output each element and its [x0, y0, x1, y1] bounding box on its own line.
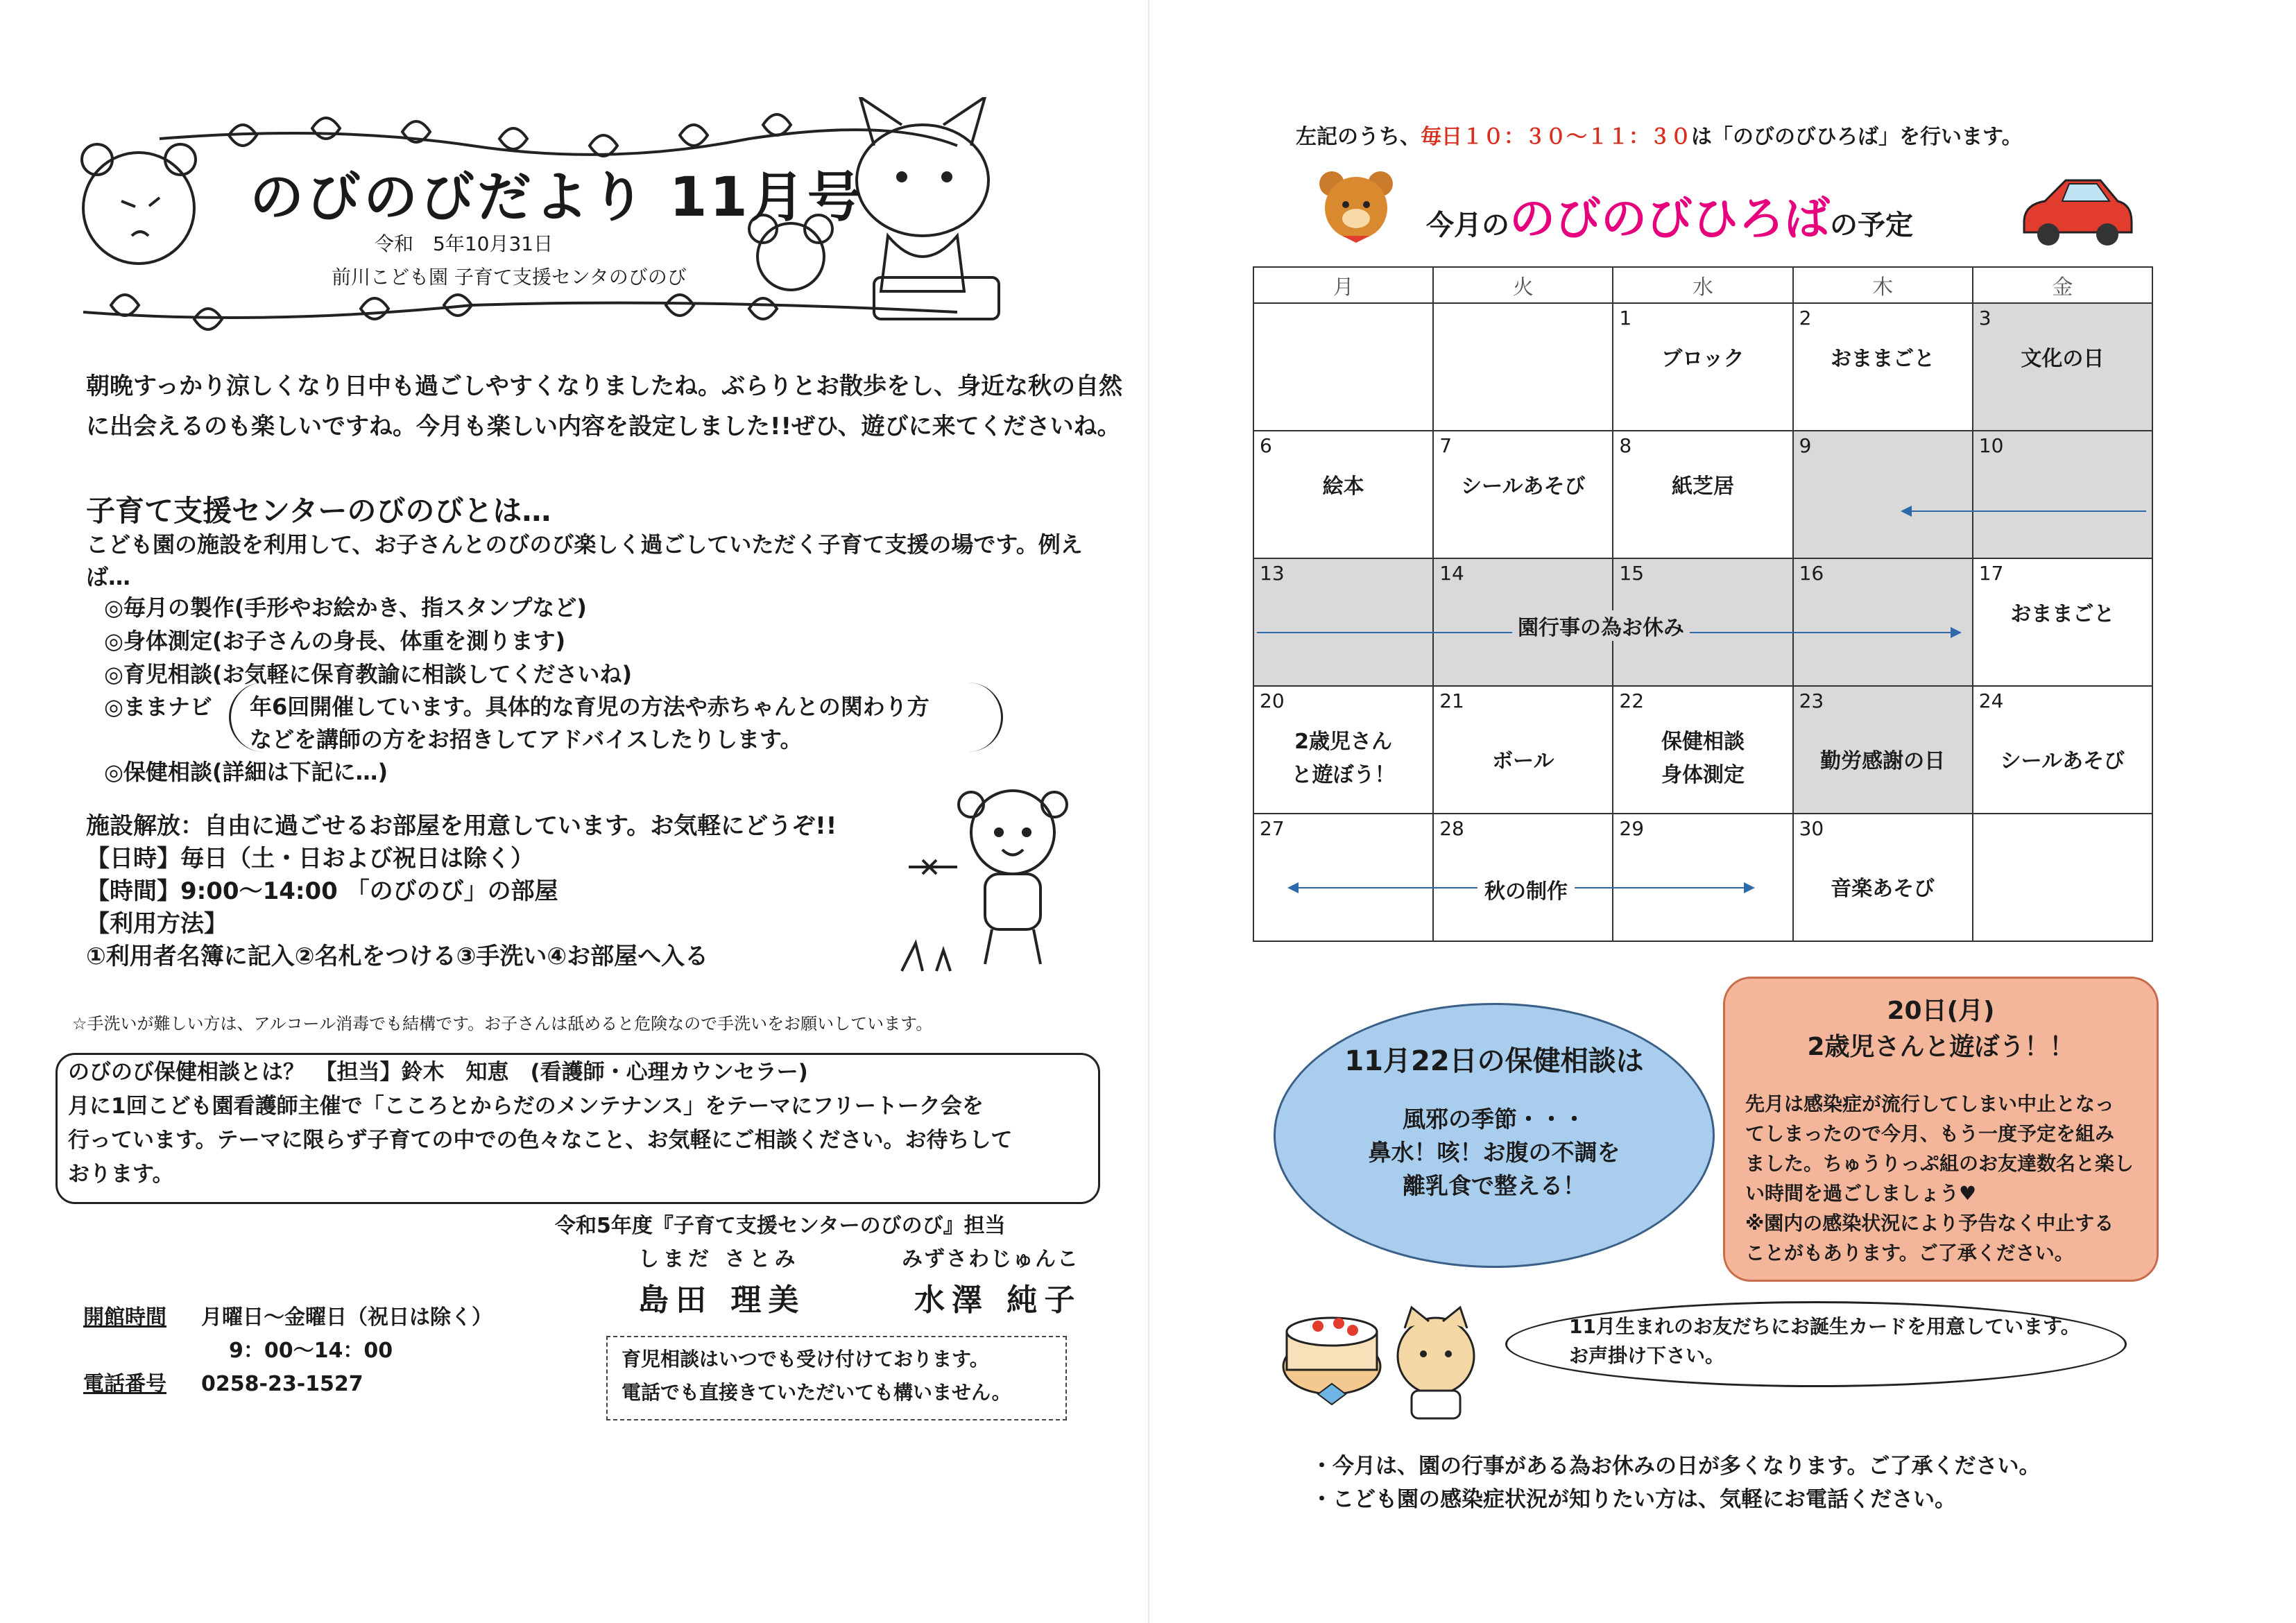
- facility-line: 【利用方法】: [86, 910, 228, 938]
- calendar-day: [1793, 303, 1973, 431]
- calendar-day: [1433, 431, 1613, 558]
- calendar-day: [1793, 814, 1973, 941]
- plaza-note-text: は「のびのびひろば」を行います。: [1691, 125, 2023, 149]
- list-item: ◎身体測定(お子さんの身長、体重を測ります): [104, 628, 566, 654]
- arrow-head-left: [1287, 882, 1299, 893]
- birthday-text: [1569, 1312, 2080, 1371]
- day-number: 1: [1619, 307, 1632, 329]
- two-year-old-heading: 2歳児さんと遊ぼう！！: [1807, 1033, 2075, 1061]
- plaza-note-time: 毎日１０：３０～１１：３０: [1421, 125, 1691, 149]
- ikuji-line: 電話でも直接きていただいても構いません。: [622, 1381, 1011, 1404]
- weekday-header: 木: [1793, 267, 1973, 303]
- health-consult-line: 離乳食で整える！: [1403, 1172, 1586, 1199]
- calendar-day: [1253, 431, 1433, 558]
- two-year-old-line: ました。ちゅうりっぷ組のお友達数名と楽し: [1745, 1152, 2134, 1175]
- day-event: 勤労感謝の日: [1820, 749, 1946, 773]
- ikuji-line: 育児相談はいつでも受け付けております。: [622, 1348, 989, 1371]
- birthday-cake-icon: [1276, 1290, 1498, 1422]
- day-number: 23: [1799, 689, 1824, 712]
- calendar-day: [1973, 686, 2152, 814]
- publisher-name: 前川こども園 子育て支援センタのびのび: [332, 266, 687, 289]
- two-year-old-title: [1723, 993, 2159, 1065]
- hours-value: 月曜日～金曜日（祝日は除く）: [201, 1305, 492, 1330]
- mamanavi-line: などを講師の方をお招きしてアドバイスしたりします。: [250, 726, 803, 753]
- list-item: ◎保健相談(詳細は下記に…): [104, 759, 388, 785]
- calendar-day: [1973, 303, 2152, 431]
- page-fold: [1148, 0, 1149, 1623]
- tel-value: 0258-23-1527: [201, 1372, 363, 1396]
- facility-line: 【時間】9:00～14:00 「のびのび」の部屋: [86, 877, 558, 905]
- fox-icon: [857, 125, 988, 236]
- newsletter-title: のびのびだより 11月号: [250, 166, 864, 229]
- day-event: ブロック: [1661, 347, 1745, 371]
- day-event: 紙芝居: [1671, 474, 1734, 499]
- calendar-day: [1253, 558, 1433, 686]
- consult-line: 行っています。テーマに限らず子育ての中での色々なこと、お気軽にご相談ください。お待ちして: [68, 1128, 1013, 1153]
- bear-icon: [1311, 166, 1401, 250]
- tel-label: 電話番号: [83, 1372, 166, 1396]
- mamanavi-label: ◎ままナビ: [104, 694, 212, 720]
- mouse-icon: [757, 223, 824, 290]
- arrow-head-right: [1744, 882, 1755, 893]
- day-number: 10: [1978, 434, 2004, 457]
- day-number: 7: [1439, 434, 1453, 457]
- dragonfly-icon: [909, 860, 957, 874]
- calendar-week-row: [1253, 814, 2152, 941]
- calendar-day: [1793, 686, 1973, 814]
- plaza-calendar: [1253, 266, 2153, 942]
- list-item: ◎毎月の製作(手形やお絵かき、指スタンプなど): [104, 594, 587, 621]
- day-event: 文化の日: [2021, 347, 2105, 371]
- calendar-day: [1973, 431, 2152, 558]
- day-number: 2: [1799, 307, 1812, 329]
- weekday-header: 火: [1433, 267, 1613, 303]
- weekday-header: 水: [1613, 267, 1792, 303]
- calendar-day: [1433, 303, 1613, 431]
- plaza-note-text: 左記のうち、: [1296, 125, 1421, 149]
- day-event: シールあそび: [1461, 474, 1586, 499]
- day-number: 20: [1260, 689, 1285, 712]
- plaza-title: [1426, 182, 1913, 248]
- consult-line: のびのび保健相談とは？ 【担当】鈴木 知恵 (看護師・心理カウンセラー): [68, 1060, 808, 1085]
- handwash-note: ☆手洗いが難しい方は、アルコール消毒でも結構です。お子さんは舐めると危険なので手洗いをお願いしています。: [72, 1014, 933, 1033]
- mamanavi-line: 年6回開催しています。具体的な育児の方法や赤ちゃんとの関わり方: [250, 694, 929, 720]
- plaza-note: [1296, 119, 2023, 150]
- health-consult-line: 風邪の季節・・・: [1403, 1106, 1586, 1133]
- staff-name: 水澤 純子: [914, 1282, 1082, 1318]
- arrow-head-right: [1951, 627, 1962, 638]
- day-number: 30: [1799, 817, 1824, 840]
- calendar-week-row: [1253, 431, 2152, 558]
- day-number: 24: [1978, 689, 2004, 712]
- health-consult-line: 鼻水！咳！お腹の不調を: [1368, 1139, 1620, 1166]
- plaza-title-post: の予定: [1830, 209, 1913, 241]
- facility-line: ①利用者名簿に記入②名札をつける③手洗い④お部屋へ入る: [86, 943, 709, 970]
- hours-time: 9：00～14：00: [229, 1339, 393, 1363]
- two-year-old-line: ※園内の感染状況により予告なく中止する: [1745, 1212, 2114, 1235]
- calendar-day: [1613, 814, 1792, 941]
- facility-line: 施設解放：自由に過ごせるお部屋を用意しています。お気軽にどうぞ!!: [86, 812, 837, 840]
- staff-kana: みずさわじゅんこ: [902, 1247, 1079, 1271]
- day-number: 21: [1439, 689, 1464, 712]
- two-year-old-date: 20日(月): [1887, 997, 1995, 1025]
- weekday-header: 月: [1253, 267, 1433, 303]
- footnote: ・今月は、園の行事がある為お休みの日が多くなります。ご了承ください。: [1311, 1454, 2041, 1479]
- day-number: 3: [1978, 307, 1991, 329]
- calendar-day: [1253, 303, 1433, 431]
- about-list: [104, 591, 632, 691]
- staff-heading: 令和5年度『子育て支援センターのびのび』担当: [555, 1214, 1006, 1238]
- health-consult-text: [1274, 1103, 1715, 1203]
- day-number: 16: [1799, 562, 1824, 585]
- arrow-line: [1912, 510, 2146, 512]
- basket-icon: [874, 277, 999, 319]
- calendar-week-row: [1253, 558, 2152, 686]
- calendar-day: [1973, 814, 2152, 941]
- day-number: 22: [1619, 689, 1645, 712]
- calendar-header-row: [1253, 267, 2152, 303]
- opening-info: [83, 1301, 492, 1401]
- calendar-week-row: [1253, 686, 2152, 814]
- consult-line: おります。: [68, 1162, 174, 1187]
- birthday-line: お声掛け下さい。: [1569, 1344, 1725, 1367]
- calendar-day: [1793, 431, 1973, 558]
- list-item: ◎育児相談(お気軽に保育教諭に相談してくださいね): [104, 661, 633, 687]
- day-number: 6: [1260, 434, 1272, 457]
- calendar-day: [1613, 686, 1792, 814]
- weekday-header: 金: [1973, 267, 2152, 303]
- day-event: ボール: [1492, 749, 1554, 773]
- hours-label: 開館時間: [83, 1305, 166, 1330]
- day-number: 17: [1978, 562, 2004, 585]
- two-year-old-line: い時間を過ごしましょう♥: [1745, 1182, 1977, 1205]
- raccoon-icon: [83, 153, 194, 264]
- day-event: 2歳児さん と遊ぼう！: [1291, 730, 1396, 787]
- day-number: 13: [1260, 562, 1285, 585]
- plaza-title-main: のびのびひろば: [1509, 192, 1830, 246]
- day-event: 音楽あそび: [1831, 877, 1935, 901]
- calendar-day: [1613, 431, 1792, 558]
- calendar-week-row: [1253, 303, 2152, 431]
- arrow-head-left: [1901, 506, 1912, 517]
- autumn-banner: 秋の制作: [1477, 874, 1575, 904]
- child-illustration: [895, 777, 1103, 978]
- consult-line: 月に1回こども園看護師主催で「こころとからだのメンテナンス」をテーマにフリートーク会を: [68, 1094, 984, 1119]
- day-number: 27: [1260, 817, 1285, 840]
- day-number: 14: [1439, 562, 1464, 585]
- facility-line: 【日時】毎日（土・日および祝日は除く）: [86, 845, 534, 873]
- footnotes: [1311, 1450, 2041, 1516]
- day-number: 9: [1799, 434, 1812, 457]
- calendar-day: [1613, 303, 1792, 431]
- day-event: 保健相談 身体測定: [1661, 730, 1745, 787]
- two-year-old-line: ことがもあります。ご了承ください。: [1745, 1242, 2074, 1264]
- calendar-day: [1793, 558, 1973, 686]
- day-event: 絵本: [1322, 474, 1364, 499]
- day-number: 15: [1619, 562, 1645, 585]
- publication-date: 令和 5年10月31日: [375, 232, 554, 255]
- plaza-title-pre: 今月の: [1426, 209, 1509, 241]
- day-number: 8: [1619, 434, 1632, 457]
- two-year-old-line: 先月は感染症が流行してしまい中止となっ: [1745, 1092, 2115, 1115]
- health-consult-title: 11月22日の保健相談は: [1344, 1045, 1644, 1077]
- intro-paragraph: 朝晩すっかり涼しくなり日中も過ごしやすくなりましたね。ぶらりとお散歩をし、身近な秋の自然に出会えるのも楽しいですね。今月も楽しい内容を設定しました!!ぜひ、遊びに来てくださいね。: [86, 372, 1122, 440]
- calendar-day: [1253, 814, 1433, 941]
- ikuji-note: [622, 1343, 1065, 1409]
- holiday-banner: 園行事の為お休み: [1512, 610, 1690, 641]
- footnote: ・こども園の感染症状況が知りたい方は、気軽にお電話ください。: [1311, 1487, 1956, 1512]
- about-description: こども園の施設を利用して、お子さんとのびのび楽しく過ごしていただく子育て支援の場です。例えば…: [86, 531, 1083, 590]
- day-number: 29: [1619, 817, 1645, 840]
- two-year-old-line: てしまったので今月、もう一度予定を組み: [1745, 1122, 2115, 1145]
- day-event: おままごと: [2010, 602, 2115, 626]
- car-icon: [2017, 173, 2135, 250]
- day-number: 28: [1439, 817, 1464, 840]
- staff-kana: しまだ さとみ: [638, 1247, 800, 1271]
- cat-chef-icon: [1398, 1318, 1474, 1394]
- calendar-day: [1973, 558, 2152, 686]
- staff-name: 島田 理美: [638, 1282, 806, 1318]
- day-event: シールあそび: [2000, 749, 2125, 773]
- two-year-old-text: [1745, 1089, 2141, 1268]
- facility-info: [86, 810, 837, 973]
- birthday-line: 11月生まれのお友だちにお誕生カードを用意しています。: [1569, 1315, 2080, 1338]
- about-heading: 子育て支援センターのびのびとは…: [86, 494, 551, 528]
- calendar-day: [1253, 686, 1433, 814]
- calendar-day: [1433, 686, 1613, 814]
- mamanavi-item: [104, 691, 929, 789]
- day-event: おままごと: [1831, 347, 1935, 371]
- consult-text: [68, 1056, 1095, 1192]
